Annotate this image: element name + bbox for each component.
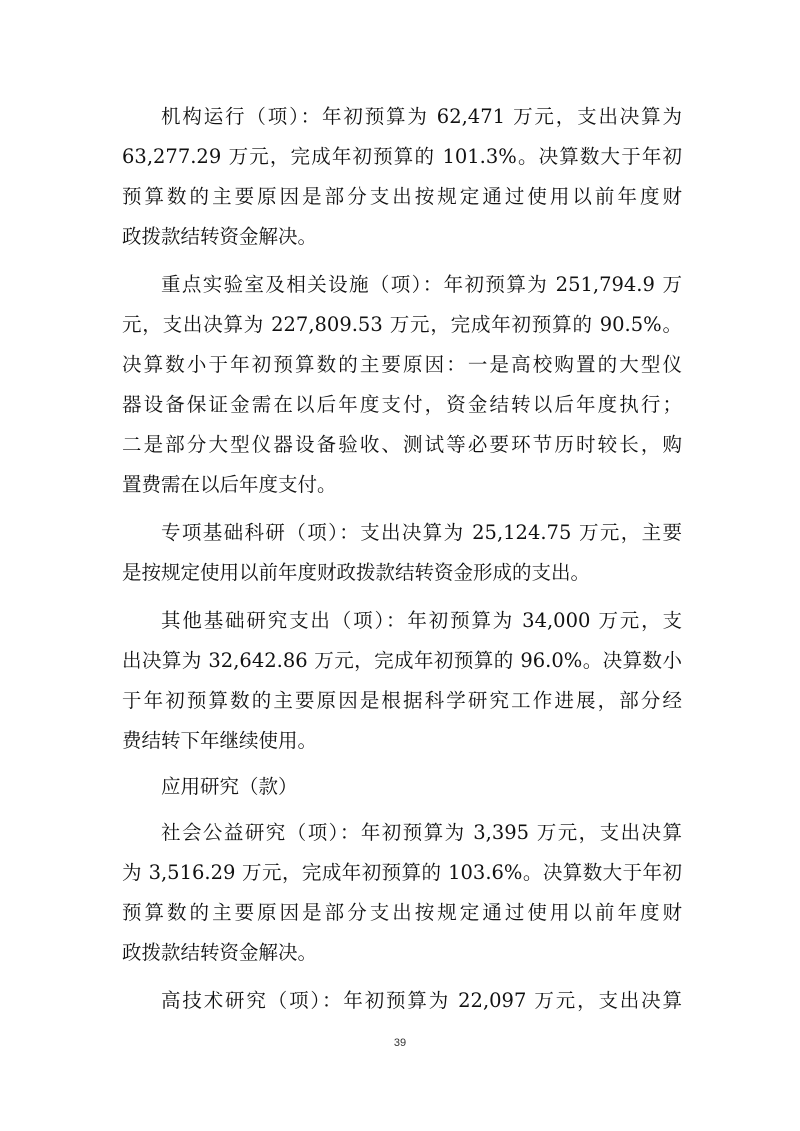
paragraph-line: 政拨款结转资金解决。	[122, 941, 318, 964]
paragraph-line: 器设备保证金需在以后年度支付，资金结转以后年度执行；	[122, 393, 682, 416]
paragraph-line: 专项基础科研（项）：支出决算为 25,124.75 万元，主要	[161, 521, 682, 544]
paragraph-line: 二是部分大型仪器设备验收、测试等必要环节历时较长，购	[122, 433, 682, 456]
paragraph-line: 预算数的主要原因是部分支出按规定通过使用以前年度财	[122, 901, 682, 924]
page-number: 39	[393, 1037, 407, 1049]
paragraph-line: 社会公益研究（项）：年初预算为 3,395 万元，支出决算	[161, 821, 682, 844]
paragraph-line: 置费需在以后年度支付。	[122, 473, 337, 496]
paragraph-line: 政拨款结转资金解决。	[122, 225, 318, 248]
paragraph-line: 预算数的主要原因是部分支出按规定通过使用以前年度财	[122, 185, 682, 208]
paragraph-line: 出决算为 32,642.86 万元，完成年初预算的 96.0%。决算数小	[122, 649, 682, 672]
paragraph-line: 元，支出决算为 227,809.53 万元，完成年初预算的 90.5%。	[122, 313, 682, 336]
paragraph-line: 费结转下年继续使用。	[122, 729, 318, 752]
section-heading: 应用研究（款）	[161, 775, 298, 798]
paragraph-line: 决算数小于年初预算数的主要原因：一是高校购置的大型仪	[122, 353, 682, 376]
paragraph-line: 其他基础研究支出（项）：年初预算为 34,000 万元，支	[161, 609, 682, 632]
paragraph-line: 是按规定使用以前年度财政拨款结转资金形成的支出。	[122, 561, 591, 584]
paragraph-line: 重点实验室及相关设施（项）：年初预算为 251,794.9 万	[161, 273, 682, 296]
paragraph-line: 高技术研究（项）：年初预算为 22,097 万元，支出决算	[161, 989, 682, 1012]
paragraph-line: 为 3,516.29 万元，完成年初预算的 103.6%。决算数大于年初	[122, 861, 682, 884]
paragraph-line: 机构运行（项）：年初预算为 62,471 万元，支出决算为	[161, 105, 682, 128]
paragraph-line: 于年初预算数的主要原因是根据科学研究工作进展，部分经	[122, 689, 682, 712]
paragraph-line: 63,277.29 万元，完成年初预算的 101.3%。决算数大于年初	[122, 145, 682, 168]
